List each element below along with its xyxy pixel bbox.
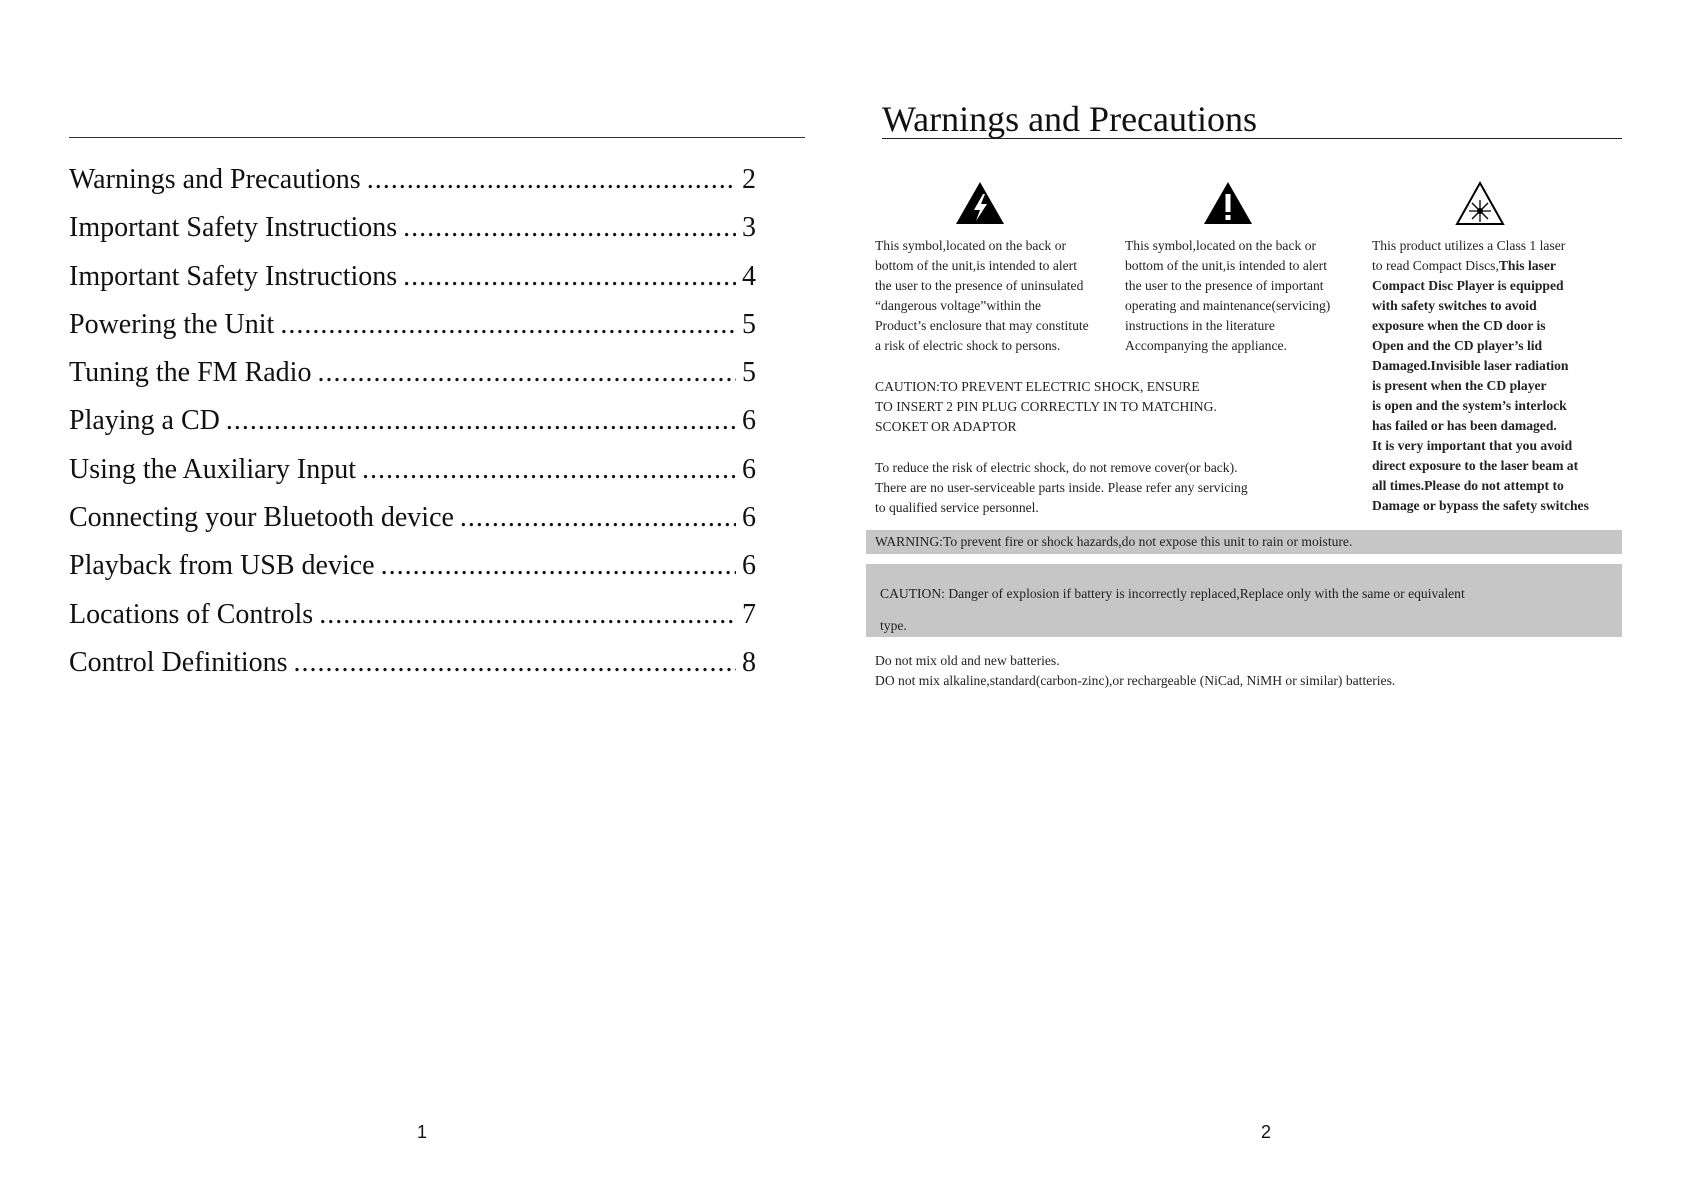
toc-entry-title: Playing a CD: [69, 405, 220, 437]
toc-entry-page: 7: [742, 598, 756, 630]
bold-line: is present when the CD player: [1372, 378, 1547, 393]
text-line: Accompanying the appliance.: [1125, 338, 1287, 353]
text-line: To reduce the risk of electric shock, do not remove cover(or back).: [875, 460, 1238, 475]
warning-banner: [866, 530, 1622, 554]
bold-lead: This laser: [1498, 258, 1556, 273]
toc-entry[interactable]: [69, 211, 756, 259]
text-line: DO not mix alkaline,standard(carbon-zinc),or rechargeable (NiCad, NiMH or similar) batteries.: [875, 673, 1396, 688]
text-line: [1372, 416, 1632, 436]
laser-radiation-icon: [1454, 180, 1506, 228]
toc-entry-title: Control Definitions: [69, 646, 288, 678]
text-line: [1372, 396, 1632, 416]
table-of-contents: [69, 163, 756, 694]
toc-leader-dots: [362, 453, 736, 487]
toc-entry-title: Important Safety Instructions: [69, 260, 398, 292]
toc-entry-page: 6: [742, 405, 756, 437]
toc-entry[interactable]: [69, 501, 756, 549]
toc-entry-page: 6: [742, 453, 756, 485]
toc-leader-dots: [403, 260, 736, 294]
toc-leader-dots: [460, 501, 736, 535]
toc-entry-title: Connecting your Bluetooth device: [69, 502, 454, 534]
toc-leader-dots: [294, 646, 736, 680]
text-line: the user to the presence of uninsulated: [875, 278, 1084, 293]
lightning-triangle-icon: [954, 180, 1006, 226]
toc-entry-title: Locations of Controls: [69, 598, 314, 630]
text-line: [1372, 376, 1632, 396]
caution-text: CAUTION: Danger of explosion if battery is incorrectly replaced,Replace only with the same or equivalent type.: [880, 586, 1465, 633]
text-line: CAUTION:TO PREVENT ELECTRIC SHOCK, ENSURE: [875, 379, 1200, 394]
text-line: Product’s enclosure that may constitute: [875, 318, 1089, 333]
text-line: SCOKET OR ADAPTOR: [875, 419, 1017, 434]
text-line: operating and maintenance(servicing): [1125, 298, 1331, 313]
service-notice: [875, 458, 1325, 518]
toc-entry[interactable]: [69, 453, 756, 501]
toc-entry-title: Important Safety Instructions: [69, 212, 398, 244]
battery-notes: [875, 651, 1475, 691]
toc-entry[interactable]: [69, 549, 756, 597]
toc-entry-title: Warnings and Precautions: [69, 164, 361, 195]
toc-entry[interactable]: [69, 404, 756, 452]
toc-leader-dots: [319, 598, 736, 632]
text-line: the user to the presence of important: [1125, 278, 1324, 293]
toc-entry-page: 3: [742, 212, 756, 244]
text-line: [1372, 356, 1632, 376]
bold-line: Compact Disc Player is equipped: [1372, 278, 1564, 293]
text-line: [1372, 276, 1632, 296]
toc-entry-title: Tuning the FM Radio: [69, 357, 312, 389]
instruction-symbol-text: [1125, 236, 1370, 356]
electric-shock-caution: [875, 377, 1295, 437]
page-number: 2: [1261, 1122, 1272, 1142]
toc-entry-title: Powering the Unit: [69, 308, 275, 340]
toc-entry[interactable]: [69, 356, 756, 404]
toc-entry[interactable]: [69, 646, 756, 694]
warning-text: WARNING:To prevent fire or shock hazards,do not expose this unit to rain or moisture.: [875, 534, 1353, 549]
toc-entry[interactable]: [69, 598, 756, 646]
text-line: There are no user-serviceable parts inside. Please refer any servicing: [875, 480, 1248, 495]
toc-entry[interactable]: [69, 260, 756, 308]
toc-entry-page: 2: [742, 164, 756, 195]
toc-entry-page: 8: [742, 646, 756, 678]
text-line: [1372, 256, 1632, 276]
title-underline: [882, 138, 1622, 139]
text-line: Do not mix old and new batteries.: [875, 653, 1060, 668]
text-line: [1372, 296, 1632, 316]
toc-leader-dots: [317, 356, 736, 390]
toc-top-rule: [69, 137, 805, 138]
right-page: [842, 0, 1684, 1190]
bold-line: Open and the CD player’s lid: [1372, 338, 1543, 353]
text-line: instructions in the literature: [1125, 318, 1275, 333]
bold-line: Damaged.Invisible laser radiation: [1372, 358, 1569, 373]
text-line: This symbol,located on the back or: [875, 238, 1067, 253]
text-line: bottom of the unit,is intended to alert: [875, 258, 1077, 273]
page-title: Warnings and Precautions: [882, 99, 1258, 139]
toc-leader-dots: [403, 211, 736, 245]
text-span: to read Compact Discs,: [1372, 258, 1499, 273]
text-line: This symbol,located on the back or: [1125, 238, 1317, 253]
toc-entry-title: Playback from USB device: [69, 550, 375, 582]
toc-entry-title: Using the Auxiliary Input: [69, 453, 356, 485]
bold-line: direct exposure to the laser beam at: [1372, 458, 1579, 473]
text-line: to qualified service personnel.: [875, 500, 1039, 515]
bold-line: all times.Please do not attempt to: [1372, 478, 1564, 493]
toc-entry[interactable]: [69, 163, 756, 211]
text-line: [1372, 436, 1632, 456]
page-number: 1: [417, 1122, 428, 1142]
exclamation-triangle-icon: [1202, 180, 1254, 226]
text-line: This product utilizes a Class 1 laser: [1372, 238, 1566, 253]
bold-line: is open and the system’s interlock: [1372, 398, 1567, 413]
toc-entry-page: 5: [742, 357, 756, 389]
shock-symbol-text: [875, 236, 1120, 356]
bold-line: with safety switches to avoid: [1372, 298, 1537, 313]
text-line: [1372, 316, 1632, 336]
text-line: TO INSERT 2 PIN PLUG CORRECTLY IN TO MATCHING.: [875, 399, 1217, 414]
toc-entry-page: 6: [742, 502, 756, 534]
text-line: [1372, 456, 1632, 476]
toc-leader-dots: [381, 549, 736, 583]
laser-warning-text: [1372, 236, 1632, 516]
text-line: [1372, 336, 1632, 356]
toc-leader-dots: [280, 308, 736, 342]
bold-line: has failed or has been damaged.: [1372, 418, 1557, 433]
text-line: [1372, 496, 1632, 516]
battery-caution-box: [866, 564, 1622, 637]
toc-entry-page: 4: [742, 260, 756, 292]
toc-entry-page: 5: [742, 308, 756, 340]
toc-leader-dots: [226, 404, 736, 438]
toc-leader-dots: [367, 163, 736, 197]
bold-line: exposure when the CD door is: [1372, 318, 1546, 333]
bold-line: Damage or bypass the safety switches: [1372, 498, 1589, 513]
toc-entry[interactable]: [69, 308, 756, 356]
bold-line: It is very important that you avoid: [1372, 438, 1573, 453]
text-line: bottom of the unit,is intended to alert: [1125, 258, 1327, 273]
text-line: “dangerous voltage”within the: [875, 298, 1042, 313]
toc-entry-page: 6: [742, 550, 756, 582]
text-line: a risk of electric shock to persons.: [875, 338, 1061, 353]
text-line: [1372, 476, 1632, 496]
